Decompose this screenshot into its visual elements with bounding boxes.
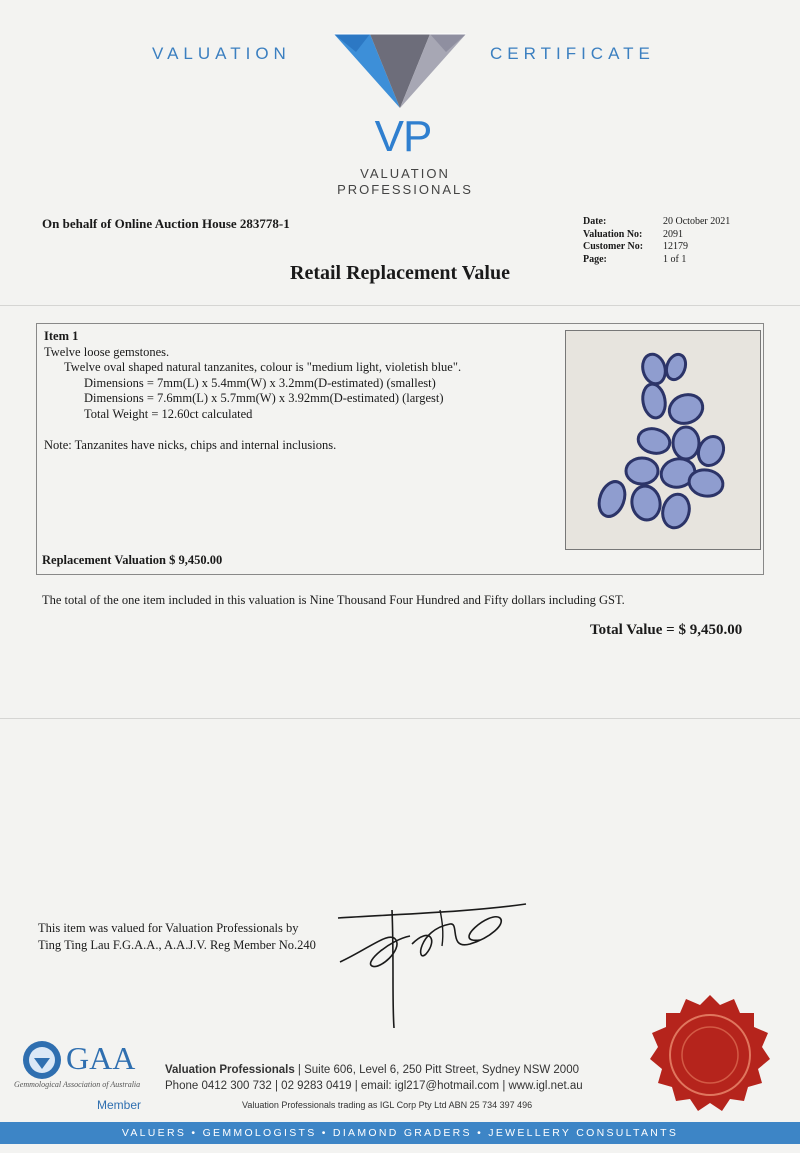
meta-value: 20 October 2021 <box>663 216 731 227</box>
logo-line1: VALUATION <box>360 166 450 181</box>
paper-fold <box>0 305 800 306</box>
item-line: Total Weight = 12.60ct calculated <box>84 406 253 421</box>
wax-seal-icon <box>648 993 772 1117</box>
meta-value: 1 of 1 <box>663 253 687 265</box>
tanzanite-gems-icon <box>566 331 760 549</box>
meta-row <box>583 229 730 242</box>
gaa-emblem-icon <box>20 1038 64 1082</box>
gaa-member: Member <box>97 1098 142 1112</box>
item-line: Twelve oval shaped natural tanzanites, colour is "medium light, violetish blue". <box>64 360 462 374</box>
behalf-line: On behalf of Online Auction House 283778-1 <box>42 216 290 231</box>
meta-block <box>583 216 730 266</box>
gemstone-photo <box>565 330 761 550</box>
meta-value: 12179 <box>663 241 688 252</box>
logo-initials: VP <box>374 112 432 161</box>
total-value: Total Value = $ 9,450.00 <box>590 622 743 638</box>
valued-line: Ting Ting Lau F.G.A.A., A.A.J.V. Reg Member No.240 <box>38 938 316 952</box>
meta-row <box>583 241 730 254</box>
header-right-word: CERTIFICATE <box>490 44 655 63</box>
item-line: Dimensions = 7mm(L) x 5.4mm(W) x 3.2mm(D-estimated) (smallest) <box>84 375 436 390</box>
item-line: Dimensions = 7.6mm(L) x 5.7mm(W) x 3.92mm(D-estimated) (largest) <box>84 391 444 405</box>
footer-address <box>165 1062 583 1094</box>
item-note: Note: Tanzanites have nicks, chips and internal inclusions. <box>44 438 337 452</box>
footer-address-text: | Suite 606, Level 6, 250 Pitt Street, Sydney NSW 2000 <box>294 1064 579 1076</box>
meta-value: 2091 <box>663 228 683 240</box>
meta-label: Valuation No: <box>583 228 643 240</box>
meta-label: Date: <box>583 216 607 227</box>
gaa-logo-text: GAA <box>66 1040 136 1076</box>
footer-company: Valuation Professionals <box>165 1064 295 1076</box>
header-left-word: VALUATION <box>152 44 291 63</box>
document-title: Retail Replacement Value <box>290 262 510 284</box>
replacement-valuation: Replacement Valuation $ 9,450.00 <box>42 553 223 567</box>
meta-label: Customer No: <box>583 241 644 252</box>
diamond-logo-icon <box>330 30 470 114</box>
footer-trading: Valuation Professionals trading as IGL Corp Pty Ltd ABN 25 734 397 496 <box>242 1100 533 1110</box>
valued-line: This item was valued for Valuation Professionals by <box>38 921 299 935</box>
footer-services-bar: VALUERS • GEMMOLOGISTS • DIAMOND GRADERS • JEWELLERY CONSULTANTS <box>0 1122 800 1144</box>
footer-contact: Phone 0412 300 732 | 02 9283 0419 | email: igl217@hotmail.com | www.igl.net.au <box>165 1080 583 1092</box>
meta-label: Page: <box>583 253 607 265</box>
valued-by <box>38 920 316 954</box>
item-heading: Item 1 <box>44 329 79 343</box>
logo-line2: PROFESSIONALS <box>337 182 473 197</box>
item-line: Twelve loose gemstones. <box>44 344 170 359</box>
meta-row <box>583 216 730 229</box>
paper-fold <box>0 718 800 719</box>
footer-address-line <box>165 1062 583 1078</box>
total-sentence: The total of the one item included in this valuation is Nine Thousand Four Hundred and Fifty dollars including GST. <box>42 593 625 607</box>
gaa-full-name: Gemmological Association of Australia <box>14 1080 141 1089</box>
signature-icon <box>330 900 540 1040</box>
item-description <box>44 329 461 454</box>
